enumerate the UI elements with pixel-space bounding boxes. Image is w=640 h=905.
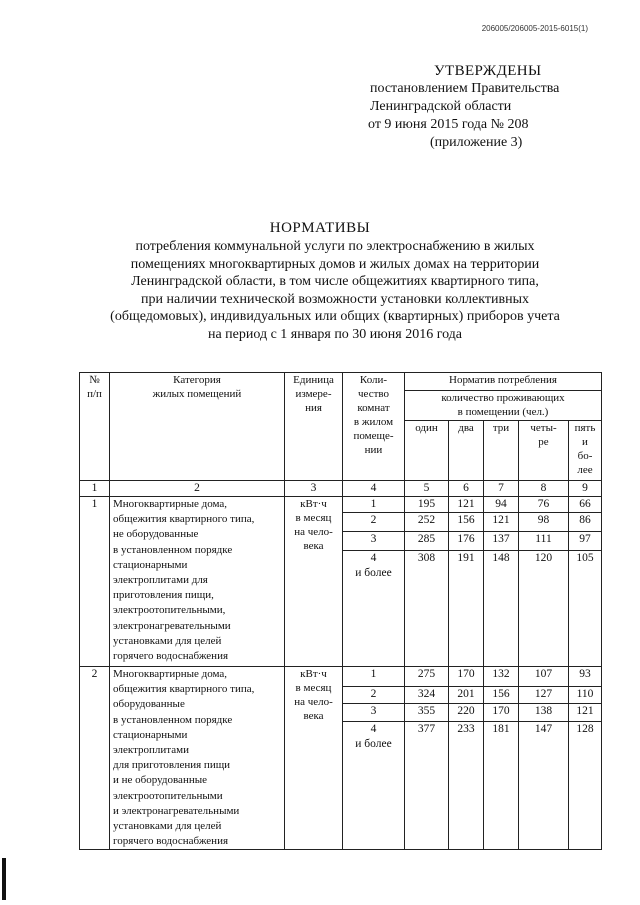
unit-line: на чело- <box>294 696 333 708</box>
category-line: приготовления пищи, <box>113 589 214 602</box>
header-line: комнат <box>357 402 390 414</box>
category-line: для приготовления пищи <box>113 759 231 772</box>
scan-edge-mark <box>2 858 6 900</box>
column-number: 2 <box>110 481 285 497</box>
category-line: электроотопительными <box>113 789 223 802</box>
unit-line: кВт·ч <box>300 498 327 510</box>
value-cell: 148 <box>484 551 519 667</box>
unit-line: века <box>303 540 324 552</box>
category-line: электроотопительными, <box>113 604 226 617</box>
row-number: 2 <box>80 667 110 850</box>
category-line: Многоквартирные дома, <box>113 668 228 680</box>
value-cell: 94 <box>484 497 519 513</box>
header-line: Единица <box>293 374 334 386</box>
row-category <box>110 497 285 667</box>
header-line: п/п <box>87 388 102 400</box>
column-number: 7 <box>484 481 519 497</box>
rooms-line: и более <box>355 737 392 750</box>
row-category <box>110 667 285 850</box>
value-cell: 105 <box>569 551 602 667</box>
header-line: Категория <box>173 374 221 386</box>
category-line: и не оборудованные <box>113 774 207 787</box>
value-cell: 233 <box>449 721 484 850</box>
unit-line: века <box>303 710 324 722</box>
category-line: Многоквартирные дома, <box>113 498 228 510</box>
unit-line: в месяц <box>295 682 332 694</box>
category-line: установками для целей <box>113 820 222 833</box>
header-line: пять <box>574 422 596 434</box>
subtitle-line: Ленинградской области, в том числе общежитиях квартирного типа, <box>131 274 539 290</box>
category-line: в установленном порядке <box>113 543 233 556</box>
value-cell: 121 <box>484 513 519 532</box>
column-number: 9 <box>569 481 602 497</box>
rooms-cell: 1 <box>343 497 405 513</box>
value-cell: 97 <box>569 532 602 551</box>
unit-line: на чело- <box>294 526 333 538</box>
norms-table <box>79 372 602 850</box>
subtitle-line: помещениях многоквартирных домов и жилых домах на территории <box>130 256 540 272</box>
category-line: установками для целей <box>113 634 222 647</box>
rooms-line: 4 <box>370 722 377 735</box>
value-cell: 110 <box>569 686 602 704</box>
header-unit <box>285 373 343 481</box>
approval-line: постановлением Правительства <box>370 81 560 96</box>
value-cell: 170 <box>449 667 484 687</box>
approval-line: (приложение 3) <box>430 135 523 150</box>
header-residents-3: три <box>484 421 519 481</box>
value-cell: 107 <box>519 667 569 687</box>
header-line: Коли- <box>359 374 388 386</box>
value-cell: 137 <box>484 532 519 551</box>
header-line: количество проживающих <box>441 392 565 404</box>
value-cell: 181 <box>484 721 519 850</box>
value-cell: 355 <box>405 704 449 722</box>
header-line: четы- <box>530 422 557 434</box>
category-line: оборудованные <box>113 698 185 711</box>
header-norm: Норматив потребления <box>405 373 602 391</box>
value-cell: 111 <box>519 532 569 551</box>
approval-line: Ленинградской области <box>370 99 512 114</box>
category-line: в установленном порядке <box>113 713 233 726</box>
header-residents <box>405 391 602 421</box>
header-line: нии <box>364 444 383 456</box>
category-line: и электронагревательными <box>113 804 240 817</box>
document-title: НОРМАТИВЫ <box>269 220 371 236</box>
approval-title: УТВЕРЖДЕНЫ <box>434 63 542 79</box>
header-line: в помещении (чел.) <box>457 406 549 418</box>
row-unit <box>285 497 343 667</box>
category-line: электроплитами <box>113 744 189 757</box>
value-cell: 66 <box>569 497 602 513</box>
value-cell: 308 <box>405 551 449 667</box>
value-cell: 377 <box>405 721 449 850</box>
document-subtitle <box>80 238 590 344</box>
category-line: горячего водоснабжения <box>113 835 229 848</box>
value-cell: 86 <box>569 513 602 532</box>
column-number: 6 <box>449 481 484 497</box>
value-cell: 285 <box>405 532 449 551</box>
header-category <box>110 373 285 481</box>
value-cell: 195 <box>405 497 449 513</box>
header-line: жилых помещений <box>152 388 242 400</box>
header-line: чество <box>358 388 389 400</box>
value-cell: 275 <box>405 667 449 687</box>
rooms-cell: 2 <box>343 513 405 532</box>
header-line: и <box>582 436 588 448</box>
header-line: ре <box>538 436 549 448</box>
header-num <box>80 373 110 481</box>
subtitle-line: потребления коммунальной услуги по электроснабжению в жилых <box>135 239 535 254</box>
category-line: стационарными <box>113 728 188 741</box>
rooms-cell <box>343 721 405 850</box>
rooms-cell: 3 <box>343 532 405 551</box>
category-line: не оборудованные <box>113 528 199 541</box>
value-cell: 324 <box>405 686 449 704</box>
row-number: 1 <box>80 497 110 667</box>
value-cell: 121 <box>569 704 602 722</box>
header-residents-2: два <box>449 421 484 481</box>
unit-line: кВт·ч <box>300 668 327 680</box>
header-line: помеще- <box>353 430 394 442</box>
header-line: бо- <box>577 450 593 462</box>
column-number: 8 <box>519 481 569 497</box>
value-cell: 201 <box>449 686 484 704</box>
value-cell: 93 <box>569 667 602 687</box>
value-cell: 156 <box>449 513 484 532</box>
column-number: 4 <box>343 481 405 497</box>
value-cell: 170 <box>484 704 519 722</box>
value-cell: 252 <box>405 513 449 532</box>
approval-line: от 9 июня 2015 года № 208 <box>368 117 529 132</box>
table-row <box>80 497 602 513</box>
category-line: электронагревательными <box>113 619 231 632</box>
value-cell: 120 <box>519 551 569 667</box>
column-numbers-row <box>80 481 602 497</box>
row-unit <box>285 667 343 850</box>
header-residents-4 <box>519 421 569 481</box>
category-line: общежития квартирного типа, <box>113 683 255 696</box>
value-cell: 191 <box>449 551 484 667</box>
header-line: в жилом <box>353 416 394 428</box>
category-line: электроплитами для <box>113 574 208 587</box>
category-line: общежития квартирного типа, <box>113 513 255 526</box>
table-row <box>80 667 602 687</box>
approval-block <box>352 62 559 152</box>
rooms-line: и более <box>355 567 392 579</box>
column-number: 3 <box>285 481 343 497</box>
rooms-cell <box>343 551 405 667</box>
subtitle-line: на период с 1 января по 30 июня 2016 года <box>207 326 463 342</box>
rooms-cell: 2 <box>343 686 405 704</box>
value-cell: 176 <box>449 532 484 551</box>
header-rooms <box>343 373 405 481</box>
header-line: № <box>89 374 100 386</box>
value-cell: 98 <box>519 513 569 532</box>
value-cell: 147 <box>519 721 569 850</box>
subtitle-line: (общедомовых), индивидуальных или общих (квартирных) приборов учета <box>110 309 560 325</box>
value-cell: 132 <box>484 667 519 687</box>
header-line: ния <box>305 402 322 414</box>
rooms-cell: 3 <box>343 704 405 722</box>
header-residents-5 <box>569 421 602 481</box>
column-number: 5 <box>405 481 449 497</box>
value-cell: 121 <box>449 497 484 513</box>
value-cell: 138 <box>519 704 569 722</box>
value-cell: 156 <box>484 686 519 704</box>
category-line: горячего водоснабжения <box>113 650 229 663</box>
column-number: 1 <box>80 481 110 497</box>
value-cell: 76 <box>519 497 569 513</box>
document-code: 206005/206005-2015-6015(1) <box>481 24 588 33</box>
value-cell: 127 <box>519 686 569 704</box>
value-cell: 220 <box>449 704 484 722</box>
rooms-cell: 1 <box>343 667 405 687</box>
unit-line: в месяц <box>295 512 332 524</box>
category-line: стационарными <box>113 558 188 571</box>
subtitle-line: при наличии технической возможности установки коллективных <box>141 291 529 307</box>
header-residents-1: один <box>405 421 449 481</box>
rooms-line: 4 <box>370 552 377 564</box>
header-line: лее <box>577 464 593 476</box>
value-cell: 128 <box>569 721 602 850</box>
header-line: измере- <box>295 388 332 400</box>
